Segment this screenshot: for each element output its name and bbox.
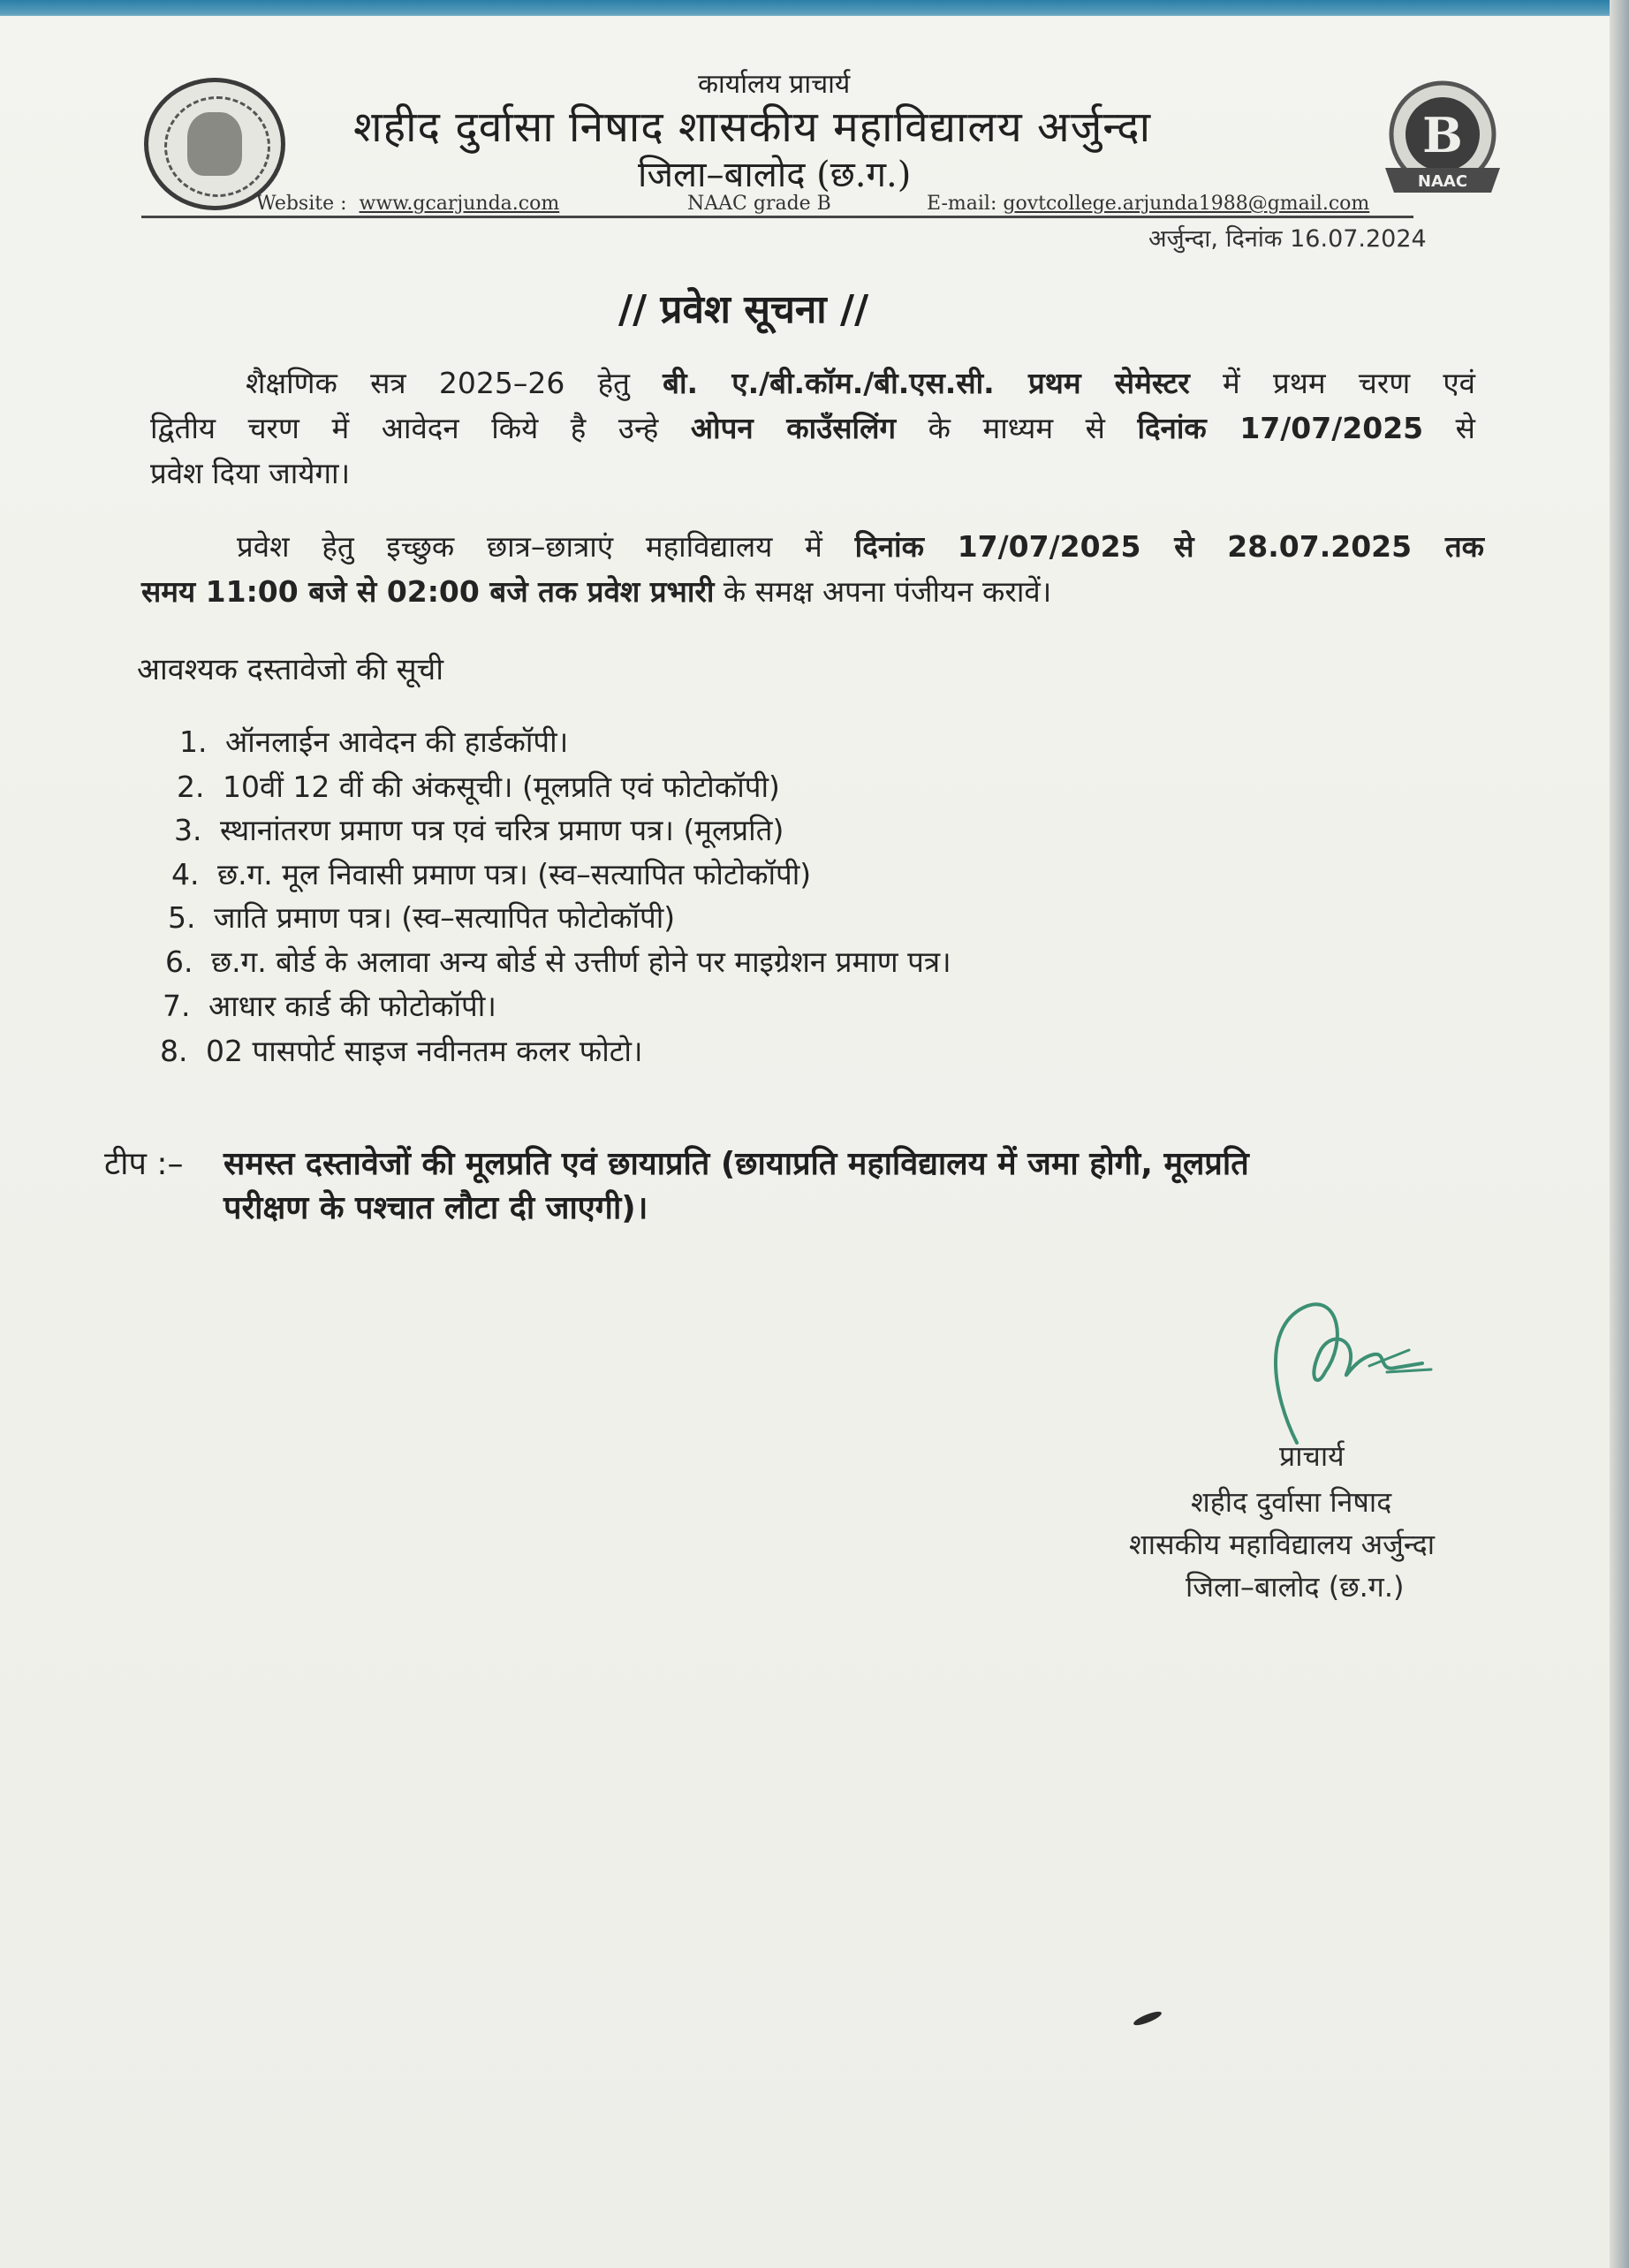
- note-line-1: समस्त दस्तावेजों की मूलप्रति एवं छायाप्रति (छायाप्रति महाविद्यालय में जमा होगी, मूलप्रति: [224, 1146, 1249, 1182]
- admission-paragraph-2: [141, 524, 1484, 614]
- admission-paragraph-1: [150, 360, 1475, 496]
- para1-date: दिनांक 17/07/2025: [1137, 411, 1424, 445]
- para1-text-c: में प्रथम चरण एवं: [1189, 366, 1476, 400]
- principal-signature: [1254, 1288, 1458, 1452]
- ink-speck: [1133, 2009, 1163, 2028]
- email-label: E-mail:: [927, 193, 997, 215]
- letterhead-divider: [141, 216, 1413, 218]
- notice-title: // प्रवेश सूचना //: [618, 287, 869, 332]
- para1-courses: बी. ए./बी.कॉम./बी.एस.सी. प्रथम सेमेस्टर: [663, 366, 1190, 400]
- para1-line1: [150, 360, 1475, 406]
- list-item-text: 02 पासपोर्ट साइज नवीनतम कलर फोटो।: [206, 1034, 643, 1068]
- para1-text-f: से: [1423, 411, 1475, 445]
- office-heading: कार्यालय प्राचार्य: [698, 69, 851, 100]
- para2-text-b: के समक्ष अपना पंजीयन करावें।: [714, 574, 1052, 609]
- list-item-text: जाति प्रमाण पत्र। (स्व–सत्यापित फोटोकॉपी): [214, 900, 676, 935]
- list-item-number: 7.: [163, 989, 191, 1023]
- website-link[interactable]: www.gcarjunda.com: [359, 193, 560, 215]
- naac-grade-badge: [1376, 80, 1509, 212]
- note-block: [104, 1142, 1249, 1231]
- website-label: Website :: [256, 193, 347, 215]
- para1-line2: [150, 406, 1475, 451]
- list-item: [177, 766, 780, 806]
- seal-emblem: [187, 112, 242, 176]
- signatory-college-line-2: शासकीय महाविद्यालय अर्जुन्दा: [1129, 1528, 1436, 1561]
- para1-line3: प्रवेश दिया जायेगा।: [150, 456, 351, 490]
- signatory-college-line-1: शहीद दुर्वासा निषाद: [1191, 1485, 1392, 1519]
- designation: प्राचार्य: [1279, 1439, 1345, 1473]
- para1-text-e: के माध्यम से: [896, 411, 1138, 445]
- para2-date-range: दिनांक 17/07/2025 से 28.07.2025 तक: [854, 529, 1484, 564]
- list-item-number: 2.: [177, 770, 205, 804]
- list-item-text: छ.ग. मूल निवासी प्रमाण पत्र। (स्व–सत्यापित फोटोकॉपी): [217, 857, 812, 891]
- list-item-number: 6.: [165, 944, 193, 979]
- college-seal-logo: [144, 78, 285, 210]
- list-item: [165, 941, 951, 981]
- list-item-text: स्थानांतरण प्रमाण पत्र एवं चरित्र प्रमाण पत्र। (मूलप्रति): [220, 813, 784, 847]
- email-line: [927, 193, 1369, 215]
- list-item: [174, 809, 784, 849]
- list-item: [168, 897, 675, 937]
- documents-list-heading: आवश्यक दस्तावेजो की सूची: [137, 652, 444, 687]
- list-item-number: 5.: [168, 900, 196, 935]
- list-item-number: 1.: [179, 724, 208, 759]
- list-item-number: 4.: [171, 857, 200, 891]
- college-name: शहीद दुर्वासा निषाद शासकीय महाविद्यालय अर्जुन्दा: [353, 102, 1152, 152]
- list-item-text: ऑनलाईन आवेदन की हार्डकॉपी।: [225, 724, 569, 759]
- list-item-text: 10वीं 12 वीं की अंकसूची। (मूलप्रति एवं फोटोकॉपी): [223, 770, 780, 804]
- note-label: टीप :–: [104, 1146, 184, 1182]
- email-link[interactable]: govtcollege.arjunda1988@gmail.com: [1003, 193, 1370, 215]
- naac-badge-letter: B: [1422, 107, 1463, 163]
- website-line: [256, 193, 559, 215]
- para1-text-d: द्वितीय चरण में आवेदन किये है उन्हे: [150, 411, 691, 445]
- para2-line2: [141, 569, 1484, 614]
- notice-page: [0, 16, 1610, 2268]
- para1-open-counselling: ओपन काउँसलिंग: [690, 411, 897, 445]
- list-item-number: 3.: [174, 813, 202, 847]
- naac-grade-text: NAAC grade B: [687, 193, 831, 215]
- district-line: जिला–बालोद (छ.ग.): [638, 155, 912, 195]
- list-item: [163, 985, 496, 1025]
- list-item: [171, 853, 811, 893]
- para2-line1: [141, 524, 1484, 569]
- list-item-text: छ.ग. बोर्ड के अलावा अन्य बोर्ड से उत्तीर्ण होने पर माइग्रेशन प्रमाण पत्र।: [211, 944, 951, 979]
- list-item: [160, 1030, 642, 1070]
- para1-text-a: शैक्षणिक सत्र 2025–26 हेतु: [246, 366, 663, 400]
- list-item: [179, 721, 568, 761]
- signatory-district: जिला–बालोद (छ.ग.): [1186, 1570, 1405, 1604]
- naac-badge-text: NAAC: [1417, 172, 1468, 191]
- list-item-text: आधार कार्ड की फोटोकॉपी।: [208, 989, 496, 1023]
- para2-timing: समय 11:00 बजे से 02:00 बजे तक प्रवेश प्रभारी: [141, 574, 715, 609]
- background-right-edge: [1610, 0, 1629, 2268]
- place-date: अर्जुन्दा, दिनांक 16.07.2024: [1148, 225, 1427, 253]
- para2-text-a: प्रवेश हेतु इच्छुक छात्र–छात्राएं महाविद्यालय में: [237, 529, 855, 564]
- note-line-2: परीक्षण के पश्चात लौटा दी जाएगी)।: [224, 1190, 648, 1226]
- list-item-number: 8.: [160, 1034, 188, 1068]
